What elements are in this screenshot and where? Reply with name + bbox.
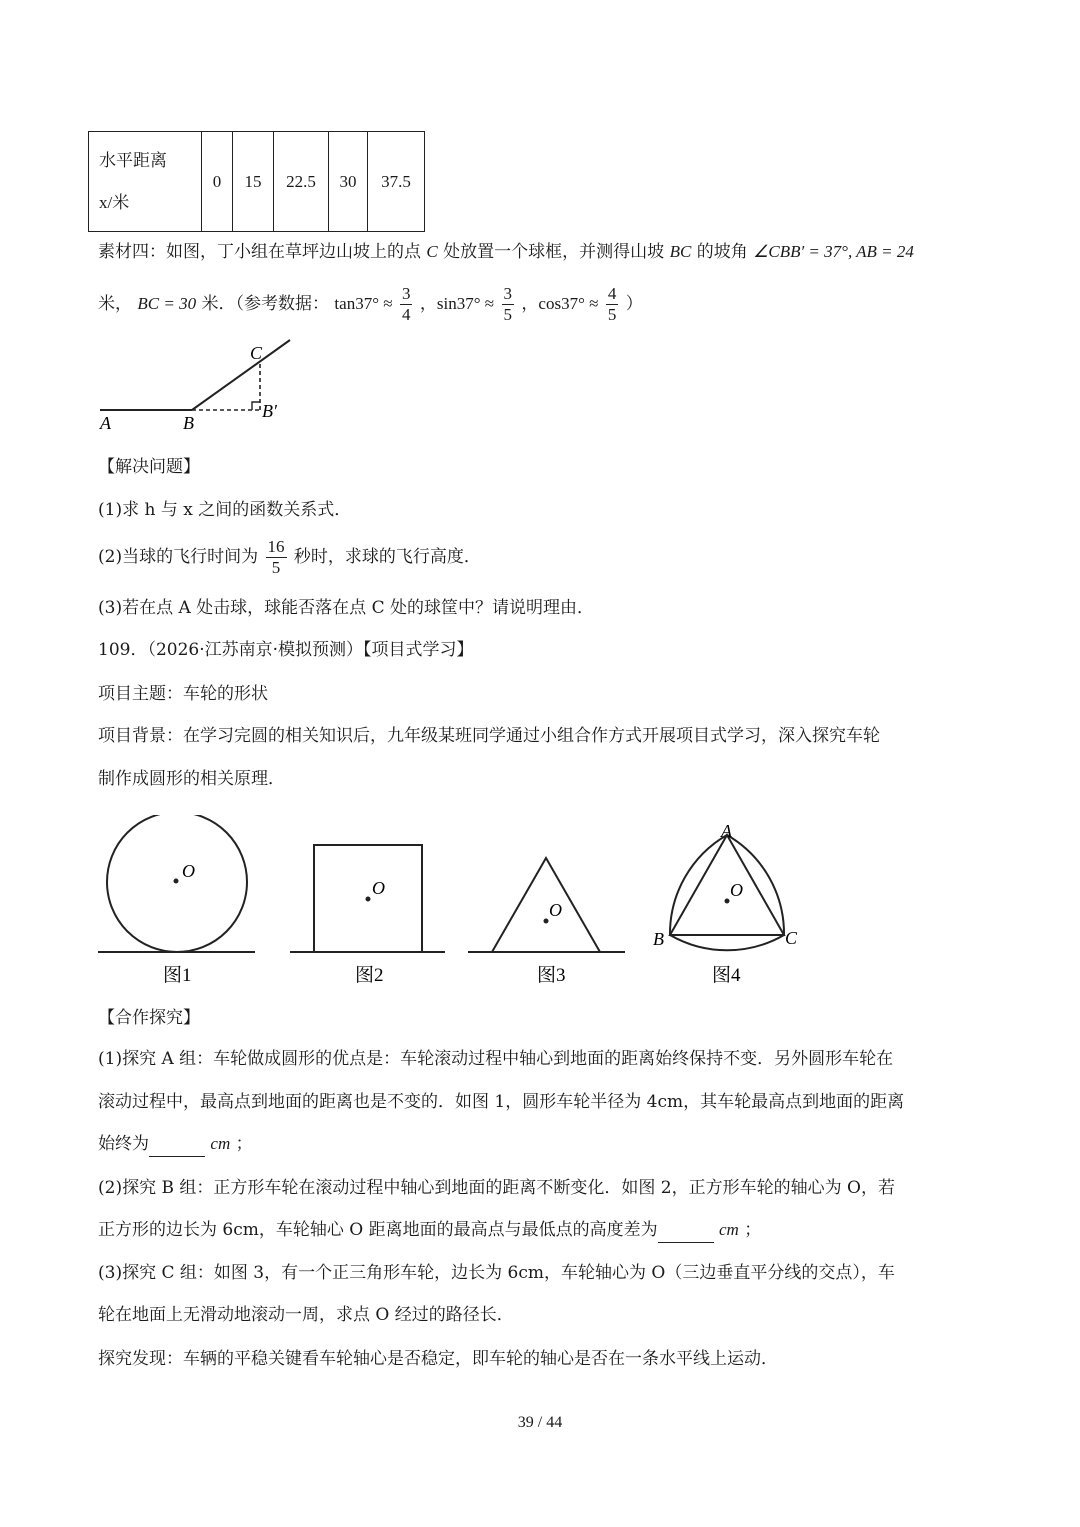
distance-table — [88, 131, 425, 232]
text: 处放置一个球框，并测得山坡 — [443, 242, 665, 262]
label-a: A — [100, 413, 111, 433]
answer-blank-2 — [658, 1218, 714, 1243]
answer-blank-1 — [149, 1132, 205, 1157]
segment-label: BC — [669, 242, 692, 261]
project-background-1: 项目背景：在学习完圆的相关知识后，九年级某班同学通过小组合作方式开展项目式学习，深入探究车轮 — [98, 726, 880, 746]
tan-text: tan37° ≈ — [334, 294, 393, 313]
text: ； — [744, 1220, 762, 1240]
question-1: (1)求 h 与 x 之间的函数关系式． — [98, 500, 352, 520]
problem-109-header: 109．（2026·江苏南京·模拟预测）【项目式学习】 — [98, 640, 474, 660]
label-b: B — [183, 413, 194, 433]
sin-text: ，sin37° ≈ — [419, 294, 495, 313]
svg-text:A: A — [721, 821, 732, 841]
explore-1-line2: 滚动过程中，最高点到地面的距离也是不变的．如图 1，圆形车轮半径为 4cm，其车轮最高点到地面的距离 — [98, 1092, 905, 1112]
material4-line1 — [98, 240, 914, 264]
page-number: 39 / 44 — [517, 1414, 563, 1431]
time-fraction: $\frac{16}{5}$ — [267, 537, 285, 577]
point-label: C — [426, 242, 438, 261]
text: 的坡角 — [696, 242, 748, 262]
bc-value: BC = 30 — [137, 294, 197, 313]
material4-line2 — [98, 282, 643, 326]
figure-3-triangle — [468, 858, 625, 986]
table-header-line2: x/米 — [99, 192, 130, 212]
figure-3-caption: 图3 — [537, 965, 566, 986]
text: 始终为 — [98, 1134, 149, 1154]
explore-2-line2 — [98, 1218, 761, 1243]
sin-fraction: $\frac{3}{5}$ — [503, 284, 513, 324]
project-theme: 项目主题：车轮的形状 — [98, 684, 268, 704]
text: 米， — [98, 294, 132, 314]
text: 素材四：如图，丁小组在草坪边山坡上的点 — [98, 242, 421, 262]
unit: cm — [719, 1220, 739, 1239]
solve-heading: 【解决问题】 — [98, 457, 200, 477]
table-cell: 37.5 — [368, 132, 425, 232]
figure-4-caption: 图4 — [712, 965, 741, 986]
figure-1-caption: 图1 — [163, 965, 192, 986]
explore-3-line1: (3)探究 C 组：如图 3，有一个正三角形车轮，边长为 6cm，车轮轴心为 O（三边垂直平分线的交点），车 — [98, 1263, 895, 1283]
text: (2)当球的飞行时间为 — [98, 547, 259, 567]
table-header-cell — [89, 132, 202, 232]
explore-2-line1: (2)探究 B 组：正方形车轮在滚动过程中轴心到地面的距离不断变化．如图 2，正方形车轮的轴心为 O，若 — [98, 1178, 895, 1198]
cos-fraction: $\frac{4}{5}$ — [607, 284, 617, 324]
text: 秒时，求球的飞行高度． — [293, 547, 481, 567]
table-cell: 15 — [233, 132, 274, 232]
label-b-prime: B′ — [262, 401, 277, 421]
label-c: C — [250, 343, 263, 363]
figure-2-caption: 图2 — [355, 965, 384, 986]
text: ； — [235, 1134, 253, 1154]
angle-expression: ∠CBB′ = 37°, AB = 24 — [753, 242, 914, 261]
figure-1-circle — [98, 815, 255, 986]
svg-text:O: O — [372, 878, 385, 898]
question-2 — [98, 534, 481, 580]
table-header-line1: 水平距离 — [99, 150, 167, 170]
explore-heading: 【合作探究】 — [98, 1008, 200, 1028]
text: ） — [625, 294, 643, 314]
text: 正方形的边长为 6cm，车轮轴心 O 距离地面的最高点与最低点的高度差为 — [98, 1220, 658, 1240]
explore-1-line3 — [98, 1132, 253, 1157]
table-cell: 0 — [202, 132, 233, 232]
text: 米．（参考数据： — [201, 294, 330, 314]
table-cell: 30 — [329, 132, 368, 232]
figure-2-square — [290, 845, 445, 986]
table-cell: 22.5 — [274, 132, 329, 232]
project-background-2: 制作成圆形的相关原理． — [98, 769, 285, 789]
svg-text:B: B — [653, 929, 664, 949]
question-3: (3)若在点 A 处击球，球能否落在点 C 处的球筐中？请说明理由． — [98, 598, 594, 618]
explore-finding: 探究发现：车辆的平稳关键看车轮轴心是否稳定，即车轮的轴心是否在一条水平线上运动． — [98, 1349, 778, 1369]
figure-4-reuleaux — [653, 821, 798, 986]
tan-fraction: $\frac{3}{4}$ — [401, 284, 411, 324]
unit: cm — [210, 1134, 231, 1153]
cos-text: ，cos37° ≈ — [521, 294, 599, 313]
svg-text:O: O — [730, 880, 743, 900]
wheel-figures — [90, 815, 810, 995]
slope-figure — [90, 335, 310, 435]
explore-1-line1: (1)探究 A 组：车轮做成圆形的优点是：车轮滚动过程中轴心到地面的距离始终保持不变．另外圆形车轮在 — [98, 1049, 894, 1069]
svg-text:O: O — [549, 900, 562, 920]
explore-3-line2: 轮在地面上无滑动地滚动一周，求点 O 经过的路径长． — [98, 1305, 514, 1325]
svg-text:O: O — [182, 861, 195, 881]
svg-text:C: C — [785, 928, 798, 948]
